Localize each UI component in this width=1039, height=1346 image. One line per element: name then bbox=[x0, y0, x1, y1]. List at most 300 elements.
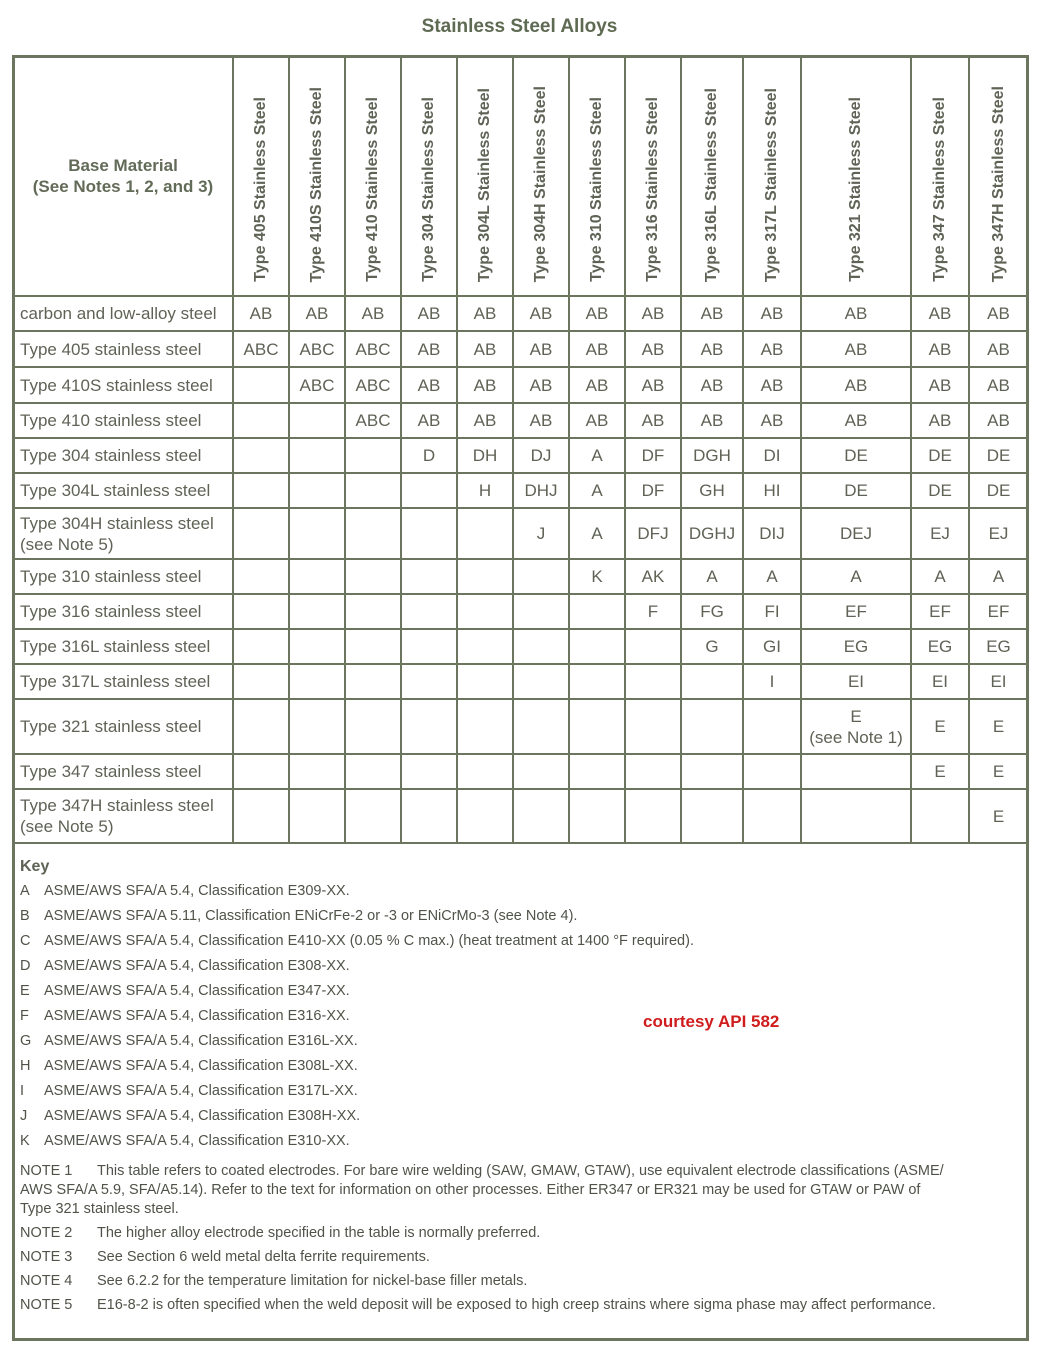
table-row bbox=[13, 664, 1028, 699]
key-letter: J bbox=[20, 1108, 28, 1124]
electrode-code: AB bbox=[987, 375, 1010, 395]
electrode-cell bbox=[233, 508, 289, 559]
column-header-label: Type 405 Stainless Steel bbox=[252, 97, 269, 282]
key-text: ASME/AWS SFA/A 5.4, Classification E308L-XX. bbox=[44, 1058, 358, 1074]
electrode-cell bbox=[681, 629, 743, 664]
electrode-cell bbox=[911, 473, 969, 508]
electrode-cell bbox=[345, 331, 401, 367]
base-material-header-line: (See Notes 1, 2, and 3) bbox=[32, 177, 214, 196]
column-header-label: Type 321 Stainless Steel bbox=[847, 97, 864, 282]
note-line bbox=[20, 1200, 1025, 1219]
electrode-cell bbox=[969, 629, 1028, 664]
electrode-cell bbox=[743, 331, 801, 367]
electrode-cell bbox=[289, 473, 345, 508]
electrode-cell bbox=[401, 629, 457, 664]
key-text: ASME/AWS SFA/A 5.11, Classification ENiCrFe-2 or -3 or ENiCrMo-3 (see Note 4). bbox=[44, 908, 578, 924]
electrode-code: A bbox=[591, 446, 603, 465]
electrode-code: AB bbox=[928, 375, 952, 395]
electrode-cell bbox=[681, 559, 743, 594]
electrode-cell bbox=[969, 664, 1028, 699]
electrode-code: AB bbox=[585, 375, 609, 395]
electrode-cell bbox=[681, 367, 743, 403]
electrode-cell bbox=[743, 367, 801, 403]
electrode-cell bbox=[911, 438, 969, 473]
electrode-cell bbox=[457, 403, 513, 438]
key-letter: K bbox=[20, 1133, 30, 1149]
row-header bbox=[13, 699, 233, 754]
electrode-cell bbox=[233, 559, 289, 594]
electrode-cell bbox=[513, 367, 569, 403]
electrode-code: AB bbox=[844, 411, 868, 430]
electrode-code: AB bbox=[987, 411, 1010, 430]
electrode-code: FG bbox=[700, 602, 724, 621]
electrode-cell bbox=[911, 594, 969, 629]
electrode-cell bbox=[513, 508, 569, 559]
electrode-code: AB bbox=[473, 304, 497, 323]
electrode-code: DF bbox=[641, 481, 665, 500]
electrode-cell bbox=[345, 629, 401, 664]
row-header-line: Type 310 stainless steel bbox=[20, 567, 202, 586]
electrode-cell bbox=[289, 367, 345, 403]
note-line bbox=[20, 1296, 1025, 1315]
key-text: ASME/AWS SFA/A 5.4, Classification E308H-XX. bbox=[44, 1108, 361, 1124]
row-header-line: Type 304L stainless steel bbox=[20, 481, 211, 500]
electrode-cell bbox=[513, 331, 569, 367]
electrode-cell bbox=[233, 331, 289, 367]
electrode-code: AB bbox=[641, 375, 665, 395]
electrode-code: AB bbox=[473, 339, 497, 359]
electrode-cell bbox=[345, 789, 401, 843]
note-label: NOTE 5 bbox=[20, 1297, 73, 1313]
electrode-cell bbox=[969, 754, 1028, 789]
electrode-code: FI bbox=[764, 602, 780, 621]
electrode-code: ABC bbox=[299, 339, 335, 359]
column-header bbox=[969, 56, 1028, 296]
electrode-cell bbox=[233, 754, 289, 789]
row-header bbox=[13, 438, 233, 473]
electrode-cell bbox=[911, 629, 969, 664]
electrode-cell bbox=[625, 473, 681, 508]
electrode-code: AB bbox=[987, 339, 1010, 359]
note-line bbox=[20, 1224, 1025, 1243]
electrode-cell bbox=[911, 296, 969, 331]
electrode-code: K bbox=[591, 567, 603, 586]
row-header-line: Type 304H stainless steel bbox=[20, 513, 214, 533]
electrode-cell bbox=[233, 367, 289, 403]
electrode-code: A bbox=[992, 567, 1005, 586]
row-header-line: Type 410 stainless steel bbox=[20, 411, 202, 430]
electrode-cell bbox=[345, 699, 401, 754]
electrode-cell bbox=[743, 629, 801, 664]
electrode-cell bbox=[625, 629, 681, 664]
electrode-code: ABC bbox=[355, 375, 391, 395]
electrode-cell bbox=[569, 473, 625, 508]
electrode-cell bbox=[457, 629, 513, 664]
electrode-cell bbox=[569, 331, 625, 367]
electrode-code: AB bbox=[760, 375, 784, 395]
key-text: ASME/AWS SFA/A 5.4, Classification E309-XX. bbox=[44, 883, 350, 899]
electrode-cell bbox=[969, 789, 1028, 843]
electrode-cell bbox=[457, 296, 513, 331]
note-line bbox=[20, 1272, 1025, 1291]
row-header bbox=[13, 403, 233, 438]
electrode-code: A bbox=[591, 524, 603, 543]
column-header bbox=[911, 56, 969, 296]
electrode-code: E bbox=[850, 706, 862, 726]
electrode-cell bbox=[513, 789, 569, 843]
key-item bbox=[20, 954, 1025, 979]
column-header-label: Type 304 Stainless Steel bbox=[420, 97, 437, 282]
electrode-cell bbox=[801, 699, 911, 754]
electrode-cell bbox=[625, 296, 681, 331]
electrode-cell bbox=[801, 367, 911, 403]
electrode-cell bbox=[345, 594, 401, 629]
electrode-code: AB bbox=[417, 375, 441, 395]
electrode-code: AB bbox=[844, 339, 868, 359]
electrode-cell bbox=[457, 664, 513, 699]
key-letter: B bbox=[20, 908, 30, 924]
row-header-line: Type 347 stainless steel bbox=[20, 762, 202, 781]
key-item bbox=[20, 1129, 1025, 1154]
electrode-cell bbox=[969, 559, 1028, 594]
note-line bbox=[20, 1162, 1025, 1181]
note bbox=[20, 1272, 1025, 1291]
electrode-code: DE bbox=[928, 446, 952, 465]
electrode-code: DE bbox=[986, 446, 1011, 465]
electrode-code: DE bbox=[928, 481, 952, 500]
key-text: ASME/AWS SFA/A 5.4, Classification E310-XX. bbox=[44, 1133, 350, 1149]
electrode-cell bbox=[513, 296, 569, 331]
table-row bbox=[13, 789, 1028, 843]
electrode-cell bbox=[233, 473, 289, 508]
note bbox=[20, 1224, 1025, 1243]
electrode-code: EF bbox=[987, 602, 1010, 621]
electrode-code: EJ bbox=[930, 524, 950, 543]
row-header bbox=[13, 508, 233, 559]
electrode-cell bbox=[625, 594, 681, 629]
row-header bbox=[13, 296, 233, 331]
column-header bbox=[345, 56, 401, 296]
key-letter: F bbox=[20, 1008, 29, 1024]
note-text: The higher alloy electrode specified in the table is normally preferred. bbox=[97, 1225, 541, 1241]
electrode-cell bbox=[911, 789, 969, 843]
note-label: NOTE 4 bbox=[20, 1273, 73, 1289]
electrode-code: E bbox=[992, 806, 1005, 826]
electrode-code: AB bbox=[641, 304, 665, 323]
electrode-cell bbox=[801, 403, 911, 438]
row-header bbox=[13, 559, 233, 594]
electrode-cell bbox=[569, 296, 625, 331]
key-letter: D bbox=[20, 958, 31, 974]
electrode-code: EG bbox=[843, 637, 869, 656]
electrode-cell bbox=[457, 508, 513, 559]
page-title: Stainless Steel Alloys bbox=[421, 16, 618, 37]
electrode-code: AB bbox=[585, 411, 609, 430]
electrode-cell bbox=[401, 331, 457, 367]
electrode-code: AB bbox=[844, 375, 868, 395]
electrode-cell bbox=[911, 367, 969, 403]
electrode-cell bbox=[911, 403, 969, 438]
electrode-code: DHJ bbox=[524, 481, 558, 500]
electrode-cell bbox=[513, 594, 569, 629]
table-row bbox=[13, 629, 1028, 664]
electrode-cell bbox=[743, 754, 801, 789]
electrode-code: AB bbox=[928, 304, 952, 323]
electrode-cell bbox=[681, 438, 743, 473]
electrode-cell bbox=[569, 508, 625, 559]
electrode-cell bbox=[569, 754, 625, 789]
electrode-cell bbox=[911, 664, 969, 699]
key-letter: E bbox=[20, 983, 30, 999]
electrode-cell bbox=[969, 403, 1028, 438]
electrode-cell bbox=[801, 331, 911, 367]
electrode-cell bbox=[969, 367, 1028, 403]
electrode-cell bbox=[681, 594, 743, 629]
electrode-code: AB bbox=[928, 339, 952, 359]
electrode-code: D bbox=[422, 446, 436, 465]
electrode-cell bbox=[569, 664, 625, 699]
electrode-code: EJ bbox=[988, 524, 1009, 543]
electrode-cell bbox=[969, 699, 1028, 754]
electrode-cell bbox=[289, 508, 345, 559]
electrode-code: AB bbox=[760, 411, 784, 430]
row-header bbox=[13, 473, 233, 508]
electrode-cell bbox=[401, 473, 457, 508]
row-header-line: Type 347H stainless steel bbox=[20, 796, 214, 815]
column-header-label: Type 347 Stainless Steel bbox=[931, 97, 948, 282]
electrode-cell bbox=[801, 594, 911, 629]
electrode-cell bbox=[233, 403, 289, 438]
electrode-cell bbox=[401, 438, 457, 473]
column-header-label: Type 316 Stainless Steel bbox=[644, 97, 661, 282]
row-header-line: Type 304 stainless steel bbox=[20, 446, 202, 465]
electrode-code: AB bbox=[473, 411, 497, 430]
electrode-cell bbox=[625, 664, 681, 699]
row-header bbox=[13, 754, 233, 789]
electrode-cell bbox=[233, 789, 289, 843]
electrode-cell bbox=[289, 559, 345, 594]
electrode-cell bbox=[401, 754, 457, 789]
electrode-cell bbox=[569, 594, 625, 629]
electrode-cell bbox=[681, 789, 743, 843]
electrode-cell bbox=[457, 754, 513, 789]
column-header bbox=[457, 56, 513, 296]
key-text: ASME/AWS SFA/A 5.4, Classification E316L-XX. bbox=[44, 1033, 358, 1049]
electrode-code: AB bbox=[760, 339, 784, 359]
electrode-cell bbox=[457, 559, 513, 594]
electrode-cell bbox=[233, 699, 289, 754]
column-header-label: Type 317L Stainless Steel bbox=[763, 87, 780, 282]
row-header-line: (see Note 5) bbox=[20, 534, 114, 554]
table-row bbox=[13, 594, 1028, 629]
electrode-cell bbox=[801, 296, 911, 331]
electrode-code: E bbox=[934, 762, 946, 781]
electrode-cell bbox=[513, 699, 569, 754]
electrode-code: G bbox=[705, 637, 719, 656]
electrode-cell bbox=[743, 789, 801, 843]
electrode-code: EG bbox=[986, 637, 1011, 656]
electrode-code: DF bbox=[641, 446, 665, 465]
electrode-code: A bbox=[934, 567, 946, 586]
electrode-code: ABC bbox=[299, 375, 335, 395]
electrode-code: AB bbox=[473, 375, 497, 395]
note bbox=[20, 1296, 1025, 1315]
note-line bbox=[20, 1248, 1025, 1267]
notes-list bbox=[20, 1162, 1025, 1315]
key-item bbox=[20, 1029, 1025, 1054]
electrode-cell bbox=[681, 403, 743, 438]
electrode-cell bbox=[625, 508, 681, 559]
table-row bbox=[13, 754, 1028, 789]
electrode-code: EF bbox=[845, 602, 867, 621]
electrode-cell bbox=[743, 403, 801, 438]
electrode-code: AB bbox=[760, 304, 784, 323]
electrode-cell bbox=[345, 508, 401, 559]
electrode-cell bbox=[969, 331, 1028, 367]
electrode-code: AB bbox=[585, 304, 609, 323]
electrode-cell bbox=[801, 559, 911, 594]
electrode-cell bbox=[401, 699, 457, 754]
note-label: NOTE 2 bbox=[20, 1225, 73, 1241]
note-text: E16-8-2 is often specified when the weld deposit will be exposed to high creep strains where sigma phase may affect performance. bbox=[97, 1297, 936, 1313]
electrode-cell bbox=[513, 664, 569, 699]
note-text: Type 321 stainless steel. bbox=[20, 1201, 179, 1217]
electrode-cell bbox=[401, 664, 457, 699]
key-letter: C bbox=[20, 933, 31, 949]
column-header-label: Type 304H Stainless Steel bbox=[532, 85, 549, 282]
electrode-code: DGH bbox=[693, 446, 731, 465]
key-letter: H bbox=[20, 1058, 31, 1074]
column-header bbox=[289, 56, 345, 296]
row-header-line: Type 405 stainless steel bbox=[20, 339, 202, 359]
electrode-cell bbox=[969, 594, 1028, 629]
electrode-cell bbox=[457, 473, 513, 508]
row-header bbox=[13, 594, 233, 629]
electrode-cell bbox=[289, 754, 345, 789]
alloy-matrix-table bbox=[12, 55, 1029, 844]
electrode-cell bbox=[911, 699, 969, 754]
courtesy-label: courtesy API 582 bbox=[643, 1012, 780, 1031]
electrode-cell bbox=[513, 559, 569, 594]
electrode-cell bbox=[289, 438, 345, 473]
electrode-code: DH bbox=[472, 446, 498, 465]
electrode-code: DE bbox=[844, 446, 868, 465]
electrode-code: AK bbox=[641, 567, 665, 586]
electrode-code: AB bbox=[417, 411, 441, 430]
electrode-code: AB bbox=[585, 339, 609, 359]
electrode-code: H bbox=[478, 481, 492, 500]
electrode-cell bbox=[345, 403, 401, 438]
electrode-code: AB bbox=[529, 339, 553, 359]
row-header bbox=[13, 331, 233, 367]
electrode-cell bbox=[401, 403, 457, 438]
electrode-cell bbox=[569, 559, 625, 594]
row-header bbox=[13, 629, 233, 664]
electrode-cell bbox=[569, 367, 625, 403]
electrode-code: AB bbox=[249, 304, 273, 323]
row-header bbox=[13, 664, 233, 699]
electrode-cell bbox=[345, 559, 401, 594]
electrode-cell bbox=[625, 789, 681, 843]
note-line bbox=[20, 1181, 1025, 1200]
column-header bbox=[801, 56, 911, 296]
electrode-code: EF bbox=[929, 602, 951, 621]
row-header-line: carbon and low-alloy steel bbox=[20, 304, 217, 323]
note bbox=[20, 1162, 1025, 1219]
electrode-code: E bbox=[992, 762, 1005, 781]
electrode-cell bbox=[513, 754, 569, 789]
electrode-cell bbox=[911, 754, 969, 789]
note-text: AWS SFA/A 5.9, SFA/A5.14). Refer to the text for information on other processes. Either ER347 or ER321 may be used for GTAW or PAW of bbox=[20, 1182, 921, 1198]
electrode-cell bbox=[625, 331, 681, 367]
key-text: ASME/AWS SFA/A 5.4, Classification E347-XX. bbox=[44, 983, 350, 999]
note-label: NOTE 1 bbox=[20, 1163, 73, 1179]
electrode-cell bbox=[401, 559, 457, 594]
electrode-code: A bbox=[766, 567, 778, 586]
electrode-cell bbox=[625, 367, 681, 403]
key-item bbox=[20, 1079, 1025, 1104]
table-row bbox=[13, 473, 1028, 508]
electrode-code: DI bbox=[763, 446, 781, 465]
electrode-code: DE bbox=[986, 481, 1011, 500]
row-header-line: Type 321 stainless steel bbox=[20, 717, 202, 736]
electrode-cell bbox=[681, 664, 743, 699]
electrode-cell bbox=[513, 438, 569, 473]
electrode-code: EI bbox=[931, 672, 949, 691]
electrode-cell bbox=[513, 403, 569, 438]
electrode-code: DJ bbox=[530, 446, 552, 465]
electrode-cell bbox=[289, 403, 345, 438]
electrode-code: AB bbox=[641, 339, 665, 359]
note-text: See 6.2.2 for the temperature limitation for nickel-base filler metals. bbox=[97, 1273, 528, 1289]
table-row bbox=[13, 699, 1028, 754]
electrode-code: DGHJ bbox=[688, 524, 736, 543]
electrode-code: AB bbox=[844, 304, 868, 323]
electrode-cell bbox=[401, 508, 457, 559]
electrode-code: (see Note 1) bbox=[809, 727, 903, 747]
column-header bbox=[681, 56, 743, 296]
electrode-cell bbox=[345, 438, 401, 473]
electrode-code: ABC bbox=[355, 411, 391, 430]
key-list bbox=[20, 879, 1025, 1154]
electrode-cell bbox=[457, 789, 513, 843]
key-heading: Key bbox=[20, 858, 50, 875]
electrode-cell bbox=[289, 664, 345, 699]
key-letter: G bbox=[20, 1033, 32, 1049]
electrode-cell bbox=[743, 473, 801, 508]
electrode-cell bbox=[401, 296, 457, 331]
electrode-cell bbox=[743, 559, 801, 594]
electrode-cell bbox=[743, 296, 801, 331]
electrode-code: AB bbox=[529, 375, 553, 395]
electrode-cell bbox=[401, 367, 457, 403]
electrode-code: AB bbox=[361, 304, 385, 323]
key-item bbox=[20, 879, 1025, 904]
electrode-code: DFJ bbox=[637, 524, 669, 543]
key-item bbox=[20, 904, 1025, 929]
table-row bbox=[13, 508, 1028, 559]
electrode-cell bbox=[801, 789, 911, 843]
electrode-code: EI bbox=[847, 672, 865, 691]
note bbox=[20, 1248, 1025, 1267]
column-header bbox=[233, 56, 289, 296]
electrode-cell bbox=[457, 594, 513, 629]
table-row bbox=[13, 403, 1028, 438]
electrode-cell bbox=[801, 664, 911, 699]
electrode-cell bbox=[457, 699, 513, 754]
table-row bbox=[13, 367, 1028, 403]
row-header-line: Type 316 stainless steel bbox=[20, 602, 202, 621]
